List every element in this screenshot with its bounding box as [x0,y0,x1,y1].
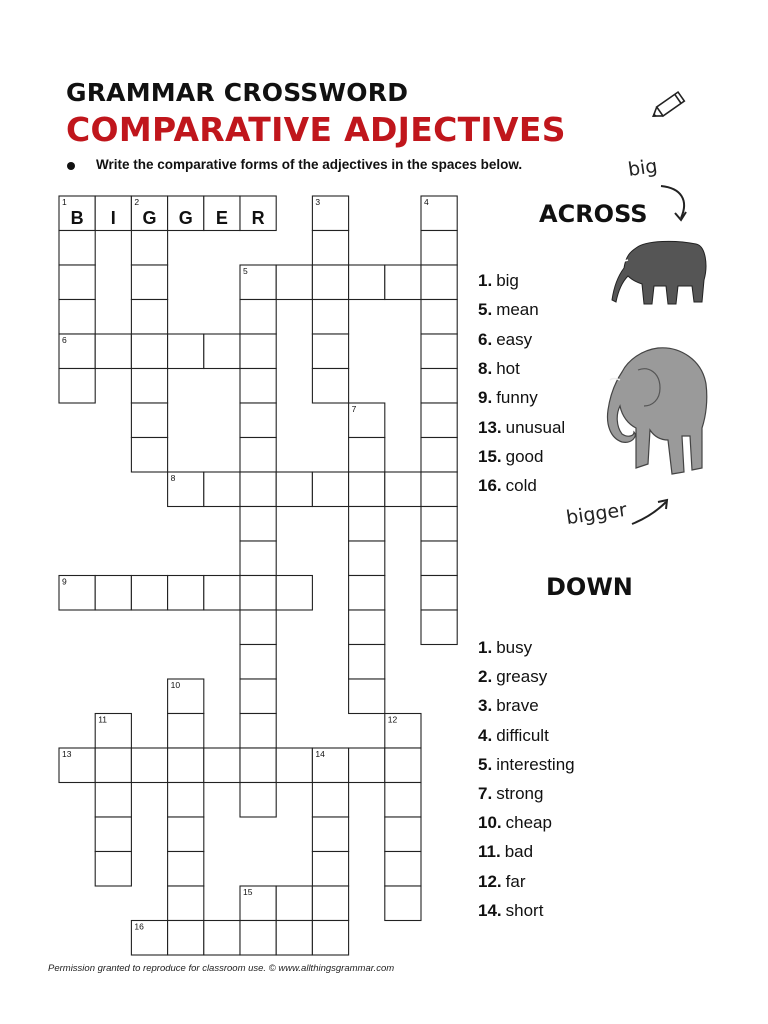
grid-cell[interactable] [168,334,204,369]
clue-number: 8. [478,358,493,378]
clue-word: funny [496,388,538,408]
clue-word: short [505,900,544,920]
clue-number: 4. [478,725,493,745]
grid-cell[interactable] [240,714,276,749]
grid-cell[interactable] [276,472,312,507]
grid-cell[interactable] [204,472,240,507]
grid-cell[interactable] [312,783,348,818]
clue-number-label: 15 [243,887,253,897]
grid-cell[interactable] [131,748,167,783]
grid-cell[interactable] [95,783,131,818]
across-heading: ACROSS [539,200,648,228]
clue-number-label: 2 [134,197,140,207]
grid-cell[interactable] [385,886,421,921]
down-clue [478,666,547,688]
grid-cell[interactable] [421,265,457,300]
clue-number-label: 8 [170,473,176,483]
grid-cell[interactable] [349,679,385,714]
grid-cell[interactable] [240,921,276,956]
grid-cell[interactable] [168,576,204,611]
clue-number-label: 13 [62,749,72,759]
clue-word: bad [504,842,534,862]
filled-letter: R [251,208,265,228]
down-heading: DOWN [546,573,633,601]
grid-cell[interactable] [240,403,276,438]
grid-cell[interactable] [168,714,204,749]
clue-number: 1. [478,271,493,290]
clue-word: greasy [496,667,548,687]
label-bigger: bigger [564,498,629,530]
grid-cell[interactable] [204,748,240,783]
grid-cell[interactable] [95,576,131,611]
clue-number: 5. [478,754,493,774]
clue-number-label: 3 [315,197,321,207]
grid-cell[interactable] [240,334,276,369]
grid-cell[interactable] [349,541,385,576]
grid-cell[interactable] [312,472,348,507]
grid-cell[interactable] [421,438,457,473]
clue-word: unusual [505,417,566,437]
worksheet-subtitle: COMPARATIVE ADJECTIVES [66,110,566,149]
grid-cell[interactable] [59,231,95,266]
clue-number-label: 14 [315,749,325,759]
worksheet-title: GRAMMAR CROSSWORD [66,78,409,107]
grid-cell[interactable] [312,265,348,300]
clue-word: mean [496,300,539,320]
grid-cell[interactable] [131,438,167,473]
grid-cell[interactable] [312,886,348,921]
grid-cell[interactable] [240,541,276,576]
filled-letter: G [142,208,157,228]
clue-number: 13. [478,417,502,437]
small-elephant-image [606,236,710,320]
filled-letter: G [178,208,193,228]
clue-word: far [505,871,526,891]
clue-number: 15. [478,446,502,466]
grid-cell[interactable] [349,438,385,473]
clue-number-label: 16 [134,921,144,932]
clue-number-label: 5 [243,266,248,276]
grid-cell[interactable] [421,231,457,266]
across-clue [478,387,538,409]
grid-cell[interactable] [131,231,167,266]
grid-cell[interactable] [349,645,385,680]
grid-cell[interactable] [240,645,276,680]
grid-cell[interactable] [349,748,385,783]
down-clue [478,841,533,863]
clue-number: 12. [478,871,502,891]
grid-cell[interactable] [312,231,348,266]
clue-word: easy [496,329,533,349]
clue-number-label: 12 [387,714,398,725]
grid-cell[interactable] [95,748,131,783]
grid-cell[interactable] [421,576,457,611]
clue-number: 11. [478,842,501,862]
grid-cell[interactable] [240,748,276,783]
down-clue [478,783,543,805]
instruction-text: Write the comparative forms of the adjectives in the spaces below. [96,157,523,172]
arrow-curve-down-icon [655,182,695,226]
grid-cell[interactable] [385,472,421,507]
grid-cell[interactable] [240,610,276,645]
grid-cell[interactable] [168,748,204,783]
across-clue [478,446,543,468]
down-clue [478,754,575,776]
grid-cell[interactable] [349,610,385,645]
clue-word: hot [496,358,520,378]
grid-cell[interactable] [168,921,204,956]
clue-number: 3. [478,696,493,716]
grid-cell[interactable] [421,403,457,438]
across-clue [478,358,520,380]
grid-cell[interactable] [385,748,421,783]
grid-cell[interactable] [385,265,421,300]
clue-number-label: 11 [98,714,108,725]
across-clue [478,475,537,497]
clue-word: good [505,446,544,466]
grid-cell[interactable] [349,576,385,611]
clue-number-label: 4 [424,197,429,207]
filled-letter: E [215,208,228,228]
grid-cell[interactable] [95,852,131,887]
grid-cell[interactable] [240,783,276,818]
grid-cell[interactable] [240,300,276,335]
grid-cell[interactable] [276,921,312,956]
grid-cell[interactable] [385,817,421,852]
permission-footer: Permission granted to reproduce for classroom use. © www.allthingsgrammar.com [48,963,395,974]
grid-cell[interactable] [240,507,276,542]
down-clue [478,900,543,922]
down-clue [478,812,552,834]
grid-cell[interactable] [168,783,204,818]
grid-cell[interactable] [421,541,457,576]
grid-cell[interactable] [131,576,167,611]
grid-cell[interactable] [276,886,312,921]
across-clue [478,417,565,439]
clue-number-label: 1 [62,197,67,207]
grid-cell[interactable] [240,369,276,404]
grid-cell[interactable] [349,507,385,542]
grid-cell[interactable] [349,265,385,300]
grid-cell[interactable] [95,334,131,369]
large-elephant-image [598,340,710,480]
clue-word: brave [496,696,539,716]
filled-letter: I [110,208,116,228]
grid-cell[interactable] [131,369,167,404]
down-clue [478,871,525,893]
grid-cell[interactable] [276,576,312,611]
across-clue [478,329,532,351]
grid-cell[interactable] [421,507,457,542]
clue-word: busy [496,638,533,657]
grid-cell[interactable] [240,438,276,473]
grid-cell[interactable] [204,334,240,369]
down-clue [478,695,539,717]
grid-cell[interactable] [312,300,348,335]
clue-number-label: 10 [170,680,181,690]
across-clue [478,270,519,292]
grid-cell[interactable] [204,921,240,956]
clue-number: 9. [478,388,493,408]
grid-cell[interactable] [421,610,457,645]
grid-cell[interactable] [421,300,457,335]
grid-cell[interactable] [240,679,276,714]
grid-cell[interactable] [385,852,421,887]
grid-cell[interactable] [168,886,204,921]
clue-number: 2. [478,667,493,687]
clue-number-label: 7 [351,404,357,414]
clue-word: difficult [496,725,549,745]
clue-number: 16. [478,476,502,496]
grid-cell[interactable] [385,783,421,818]
clue-number: 5. [478,300,493,320]
clue-number: 1. [478,638,493,657]
clue-word: cold [505,476,537,496]
grid-cell[interactable] [276,265,312,300]
grid-cell[interactable] [276,748,312,783]
arrow-curve-up-icon [628,494,674,528]
grid-cell[interactable] [204,576,240,611]
grid-cell[interactable] [421,369,457,404]
grid-cell[interactable] [349,472,385,507]
grid-cell[interactable] [59,369,95,404]
clue-number-label: 6 [62,335,67,345]
clue-number: 7. [478,784,493,803]
clue-number: 6. [478,329,493,349]
grid-cell[interactable] [312,369,348,404]
grid-cell[interactable] [312,852,348,887]
grid-cell[interactable] [59,265,95,300]
clue-number: 14. [478,900,502,920]
grid-cell[interactable] [59,300,95,335]
down-clue [478,725,549,747]
clue-word: interesting [496,754,575,774]
grid-cell[interactable] [131,265,167,300]
clue-number: 10. [478,813,502,833]
grid-cell[interactable] [168,852,204,887]
grid-cell[interactable] [312,817,348,852]
grid-cell[interactable] [131,334,167,369]
grid-cell[interactable] [240,576,276,611]
grid-cell[interactable] [421,472,457,507]
clue-word: strong [496,784,544,803]
label-big: big [626,155,659,181]
clue-number-label: 9 [62,576,67,587]
grid-cell[interactable] [312,334,348,369]
clue-word: big [496,271,519,290]
grid-cell[interactable] [240,472,276,507]
grid-cell[interactable] [312,921,348,956]
across-clue [478,299,539,321]
clue-word: cheap [505,813,552,833]
grid-cell[interactable] [421,334,457,369]
grid-cell[interactable] [131,403,167,438]
grid-cell[interactable] [131,300,167,335]
grid-cell[interactable] [168,817,204,852]
filled-letter: B [70,208,84,228]
grid-cell[interactable] [95,817,131,852]
down-clue [478,637,532,659]
